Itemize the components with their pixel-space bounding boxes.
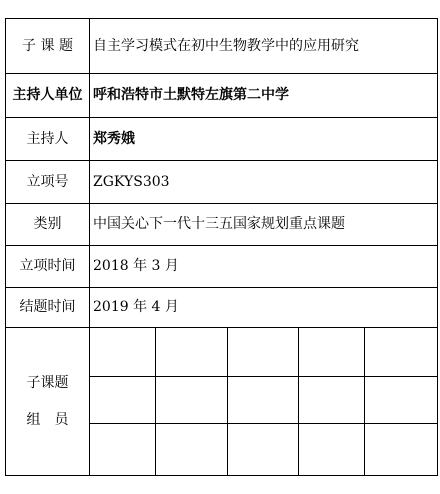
- value-project-number: ZGKYS303: [90, 161, 438, 204]
- label-end-time: 结题时间: [6, 288, 90, 328]
- member-cell: [90, 424, 156, 476]
- label-members: [6, 328, 90, 476]
- project-info-table: [5, 18, 438, 476]
- label-host-unit: 主持人单位: [6, 74, 90, 118]
- row-category: [6, 204, 438, 246]
- member-cell: [228, 424, 299, 476]
- member-cell: [365, 424, 438, 476]
- label-start-time: 立项时间: [6, 246, 90, 288]
- row-host-unit: [6, 74, 438, 118]
- member-cell: [90, 328, 156, 377]
- member-cell: [156, 328, 228, 377]
- member-cell: [156, 424, 228, 476]
- label-host: 主持人: [6, 118, 90, 161]
- member-cell: [365, 328, 438, 377]
- member-cell: [156, 377, 228, 424]
- row-subproject: [6, 19, 438, 74]
- row-host: [6, 118, 438, 161]
- row-start-time: [6, 246, 438, 288]
- label-project-number: 立项号: [6, 161, 90, 204]
- value-category: 中国关心下一代十三五国家规划重点课题: [90, 204, 438, 246]
- label-members-line1: 子课题: [26, 374, 69, 391]
- member-cell: [299, 328, 365, 377]
- members-row-1: [6, 328, 438, 377]
- member-cell: [90, 377, 156, 424]
- member-cell: [228, 328, 299, 377]
- label-subproject: 子 课 题: [6, 19, 90, 74]
- value-host: 郑秀娥: [90, 118, 438, 161]
- member-cell: [299, 377, 365, 424]
- row-project-number: [6, 161, 438, 204]
- value-subproject: 自主学习模式在初中生物教学中的应用研究: [90, 19, 438, 74]
- value-start-time: 2018 年 3 月: [90, 246, 438, 288]
- member-cell: [365, 377, 438, 424]
- row-end-time: [6, 288, 438, 328]
- value-end-time: 2019 年 4 月: [90, 288, 438, 328]
- label-category: 类别: [6, 204, 90, 246]
- value-host-unit: 呼和浩特市土默特左旗第二中学: [90, 74, 438, 118]
- member-cell: [228, 377, 299, 424]
- label-members-line2: 组 员: [26, 411, 69, 428]
- member-cell: [299, 424, 365, 476]
